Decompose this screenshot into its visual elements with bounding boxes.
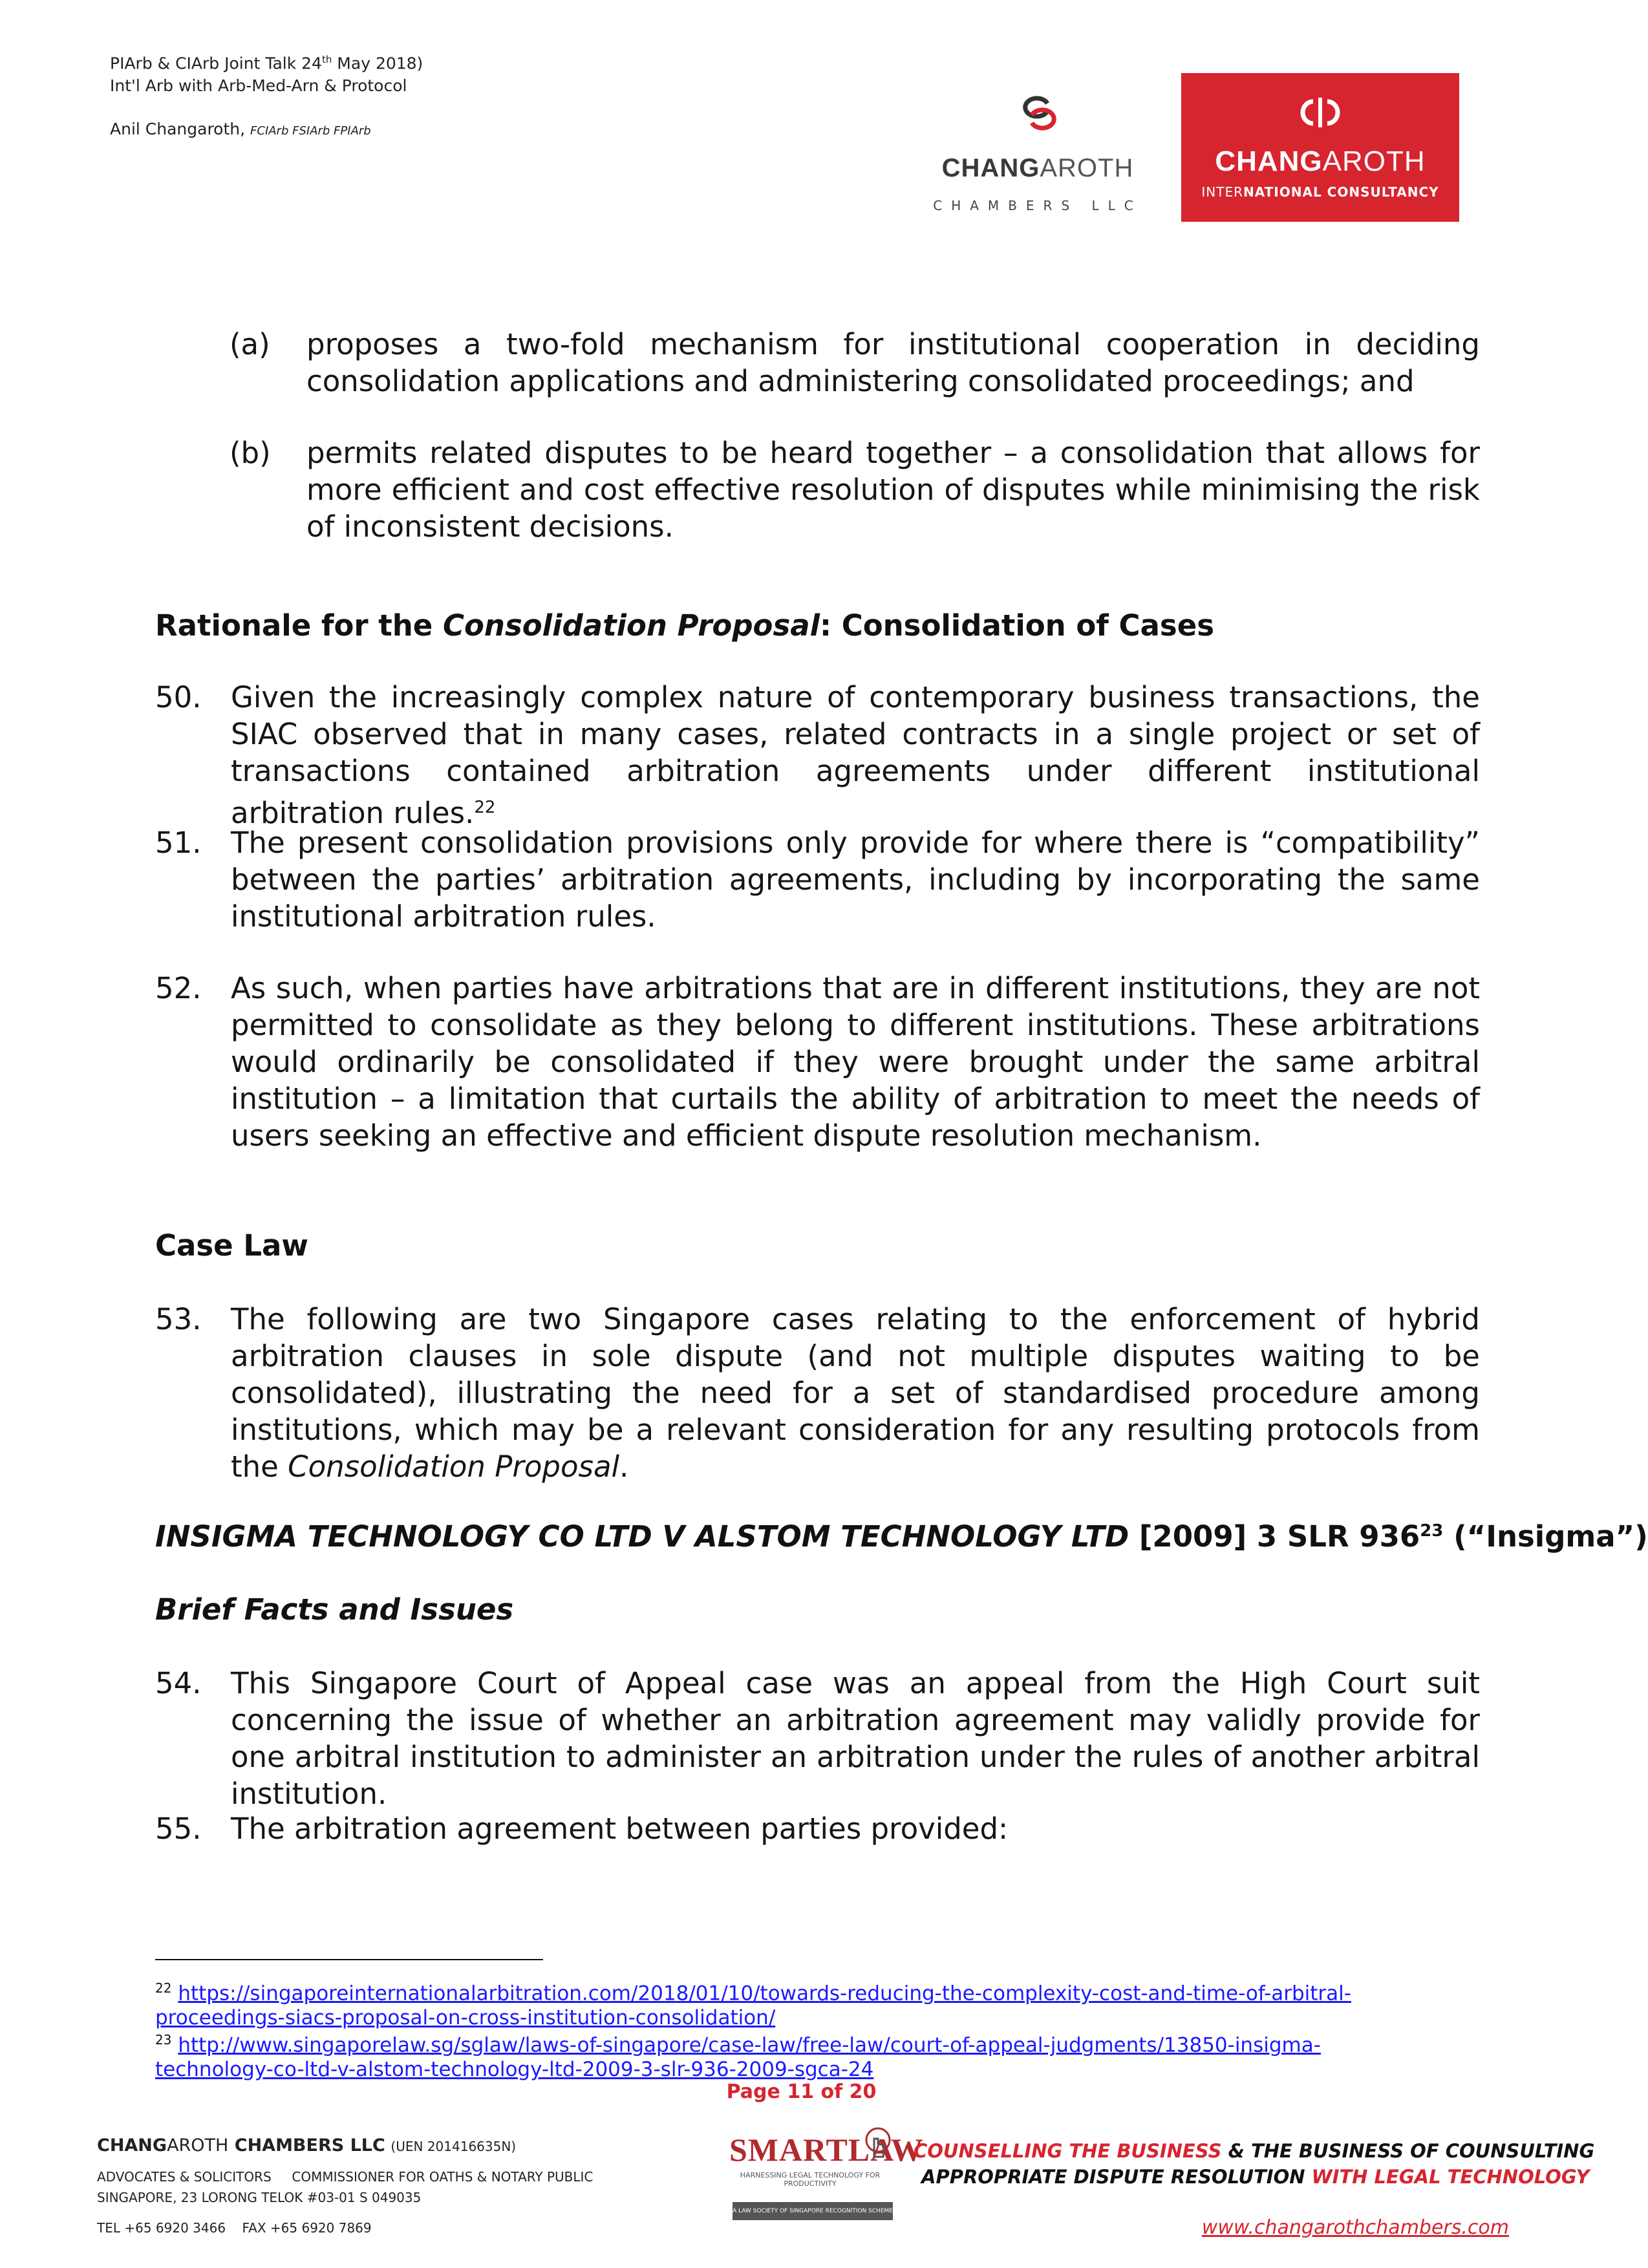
header-event-sup: th (321, 54, 332, 65)
footer-website-link[interactable]: www.changarothchambers.com (1201, 2216, 1509, 2239)
cic-monogram-icon (1298, 96, 1343, 129)
page-number: Page 11 of 20 (726, 2081, 877, 2103)
item-b-text: permits related disputes to be heard together – a consolidation that allows for more efficient and cost effective resolution of disputes while minimising the risk of inconsistent decisions. (306, 436, 1480, 544)
footer-tagline-2 (921, 2166, 1589, 2188)
footer-firm-rest: AROTH (167, 2135, 229, 2156)
consultancy-logo-sub (1181, 184, 1459, 200)
chambers-logo-name (931, 154, 1144, 183)
item-b-label: (b) (230, 436, 271, 470)
footer-firm-bold: CHANG (97, 2135, 167, 2156)
footnote-22-link-line1[interactable]: https://singaporeinternationalarbitration.com/2018/01/10/towards-reducing-the-complexity-cost-and-time-of-arbitral- (178, 1982, 1351, 2006)
footer-firm-bold2: CHAMBERS LLC (228, 2135, 385, 2156)
para-50-body: Given the increasingly complex nature of contemporary business transactions, the SIAC observed that in many cases, related contracts in a single project or set of transactions contained arbitration agreements under different institutional arbitration rules. (231, 680, 1480, 830)
consultancy-logo-sub-pre: INTER (1201, 184, 1243, 200)
footnote-23-link-line2[interactable]: technology-co-ltd-v-alstom-technology-ltd-2009-3-slr-936-2009-sgca-24 (155, 2058, 874, 2082)
smartlaw-tagline: HARNESSING LEGAL TECHNOLOGY FOR PRODUCTIVITY (740, 2171, 881, 2188)
smartlaw-badge (729, 2126, 924, 2229)
header-topic-line: Int'l Arb with Arb-Med-Arn & Protocol (110, 76, 407, 95)
smartlaw-recognition-bar: A LAW SOCIETY OF SINGAPORE RECOGNITION SCHEME (733, 2202, 893, 2220)
para-52-text: As such, when parties have arbitrations that are in different institutions, they are not permitted to consolidate as they belong to different institutions. These arbitrations would ordinarily be consolidated if they were brought under the same arbitral institution – a limitation that curtails the ability of arbitration to meet the needs of users seeking an effective and efficient dispute resolution mechanism. (231, 971, 1480, 1153)
para-53-italic: Consolidation Proposal (288, 1450, 620, 1484)
footnote-23-number: 23 (155, 2032, 172, 2048)
case-heading-short: (“Insigma”) (1443, 1519, 1648, 1554)
consultancy-logo-name-bold: CHANG (1215, 145, 1323, 177)
changaroth-chambers-logo (931, 97, 1144, 226)
chambers-logo-name-bold: CHANG (941, 154, 1040, 182)
item-a-text: proposes a two-fold mechanism for institutional cooperation in deciding consolidation applications and administering consolidated proceedings; and (306, 327, 1480, 398)
case-heading-citation: [2009] 3 SLR 936 (1129, 1519, 1420, 1554)
header-author-name: Anil Changaroth, (110, 120, 246, 138)
consultancy-logo-name (1181, 145, 1459, 178)
header-event-text: PIArb & CIArb Joint Talk 24 (110, 54, 322, 73)
para-53-number: 53. (155, 1302, 202, 1336)
heading-rationale-post: : Consolidation of Cases (820, 608, 1215, 643)
case-heading-insigma (155, 1519, 1648, 1554)
para-55-text: The arbitration agreement between parties provided: (231, 1812, 1009, 1846)
section-heading-case-law: Case Law (155, 1228, 308, 1263)
consultancy-logo-name-rest: AROTH (1322, 145, 1426, 177)
footer-practice-line: ADVOCATES & SOLICITORS COMMISSIONER FOR OATHS & NOTARY PUBLIC (97, 2169, 594, 2185)
footnote-ref-22[interactable]: 22 (474, 798, 496, 817)
footer-uen: (UEN 201416635N) (391, 2139, 517, 2154)
footnote-22-number: 22 (155, 1980, 172, 1996)
para-53-body: The following are two Singapore cases relating to the enforcement of hybrid arbitration clauses in sole dispute (and not multiple disputes waiting to be consolidated), illustrating the need for a set of standardised procedure among institutions, which may be a relevant consideration for any resulting protocols from the (231, 1302, 1480, 1484)
footnote-23-link-line1[interactable]: http://www.singaporelaw.sg/sglaw/laws-of-singapore/case-law/free-law/court-of-appeal-judgments/13850-insigma- (178, 2033, 1321, 2057)
subheading-brief-facts: Brief Facts and Issues (155, 1592, 514, 1627)
chambers-logo-sub: CHAMBERS LLC (933, 198, 1142, 213)
para-51-text: The present consolidation provisions only provide for where there is “compatibility” between the parties’ arbitration agreements, including by incorporating the same institutional arbitration rules. (231, 826, 1480, 934)
cc-monogram-icon (1022, 97, 1058, 129)
para-54-text: This Singapore Court of Appeal case was an appeal from the High Court suit concerning the issue of whether an arbitration agreement may validly provide for one arbitral institution to administer an arbitration under the rules of another arbitral institution. (231, 1666, 1480, 1811)
para-52-number: 52. (155, 971, 202, 1005)
footer-address: SINGAPORE, 23 LORONG TELOK #03-01 S 049035 (97, 2190, 422, 2205)
para-50-number: 50. (155, 680, 202, 714)
para-53-text (231, 1301, 1480, 1485)
header-author-line (110, 120, 371, 138)
tagline-2-red: WITH LEGAL TECHNOLOGY (1311, 2166, 1590, 2188)
smartlaw-hand-icon (859, 2126, 896, 2165)
footnote-separator (155, 1959, 543, 1960)
chambers-logo-name-rest: AROTH (1040, 154, 1134, 182)
header-event-line (110, 54, 423, 72)
footer-tagline-1 (914, 2140, 1594, 2162)
para-53-end: . (619, 1450, 629, 1484)
tagline-1-black: & THE BUSINESS OF COUNSULTING (1221, 2140, 1595, 2162)
para-51-number: 51. (155, 826, 202, 860)
smartlaw-logo-text: SMARTLAW (729, 2132, 924, 2168)
heading-rationale-italic: Consolidation Proposal (442, 608, 820, 643)
item-a-label: (a) (230, 327, 270, 361)
footer-contact: TEL +65 6920 3466 FAX +65 6920 7869 (97, 2220, 372, 2236)
section-heading-rationale (155, 608, 1214, 643)
para-54-number: 54. (155, 1666, 202, 1700)
consultancy-logo-sub-bold: NATIONAL CONSULTANCY (1243, 184, 1439, 200)
footnote-23 (155, 2027, 1487, 2082)
footnote-22 (155, 1976, 1487, 2030)
case-heading-name: INSIGMA TECHNOLOGY CO LTD V ALSTOM TECHNOLOGY LTD (155, 1519, 1129, 1554)
para-55-number: 55. (155, 1812, 202, 1846)
header-event-date: May 2018) (332, 54, 423, 73)
heading-rationale-pre: Rationale for the (155, 608, 443, 643)
header-author-titles: FCIArb FSIArb FPIArb (250, 124, 371, 138)
tagline-2-black: APPROPRIATE DISPUTE RESOLUTION (921, 2166, 1312, 2188)
para-50-text (231, 679, 1480, 831)
footnote-22-link-line2[interactable]: proceedings-siacs-proposal-on-cross-institution-consolidation/ (155, 2006, 776, 2030)
changaroth-consultancy-logo (1181, 73, 1459, 222)
tagline-1-red: COUNSELLING THE BUSINESS (914, 2140, 1222, 2162)
footer-firm-line (97, 2135, 516, 2156)
footnote-ref-23[interactable]: 23 (1420, 1521, 1444, 1541)
